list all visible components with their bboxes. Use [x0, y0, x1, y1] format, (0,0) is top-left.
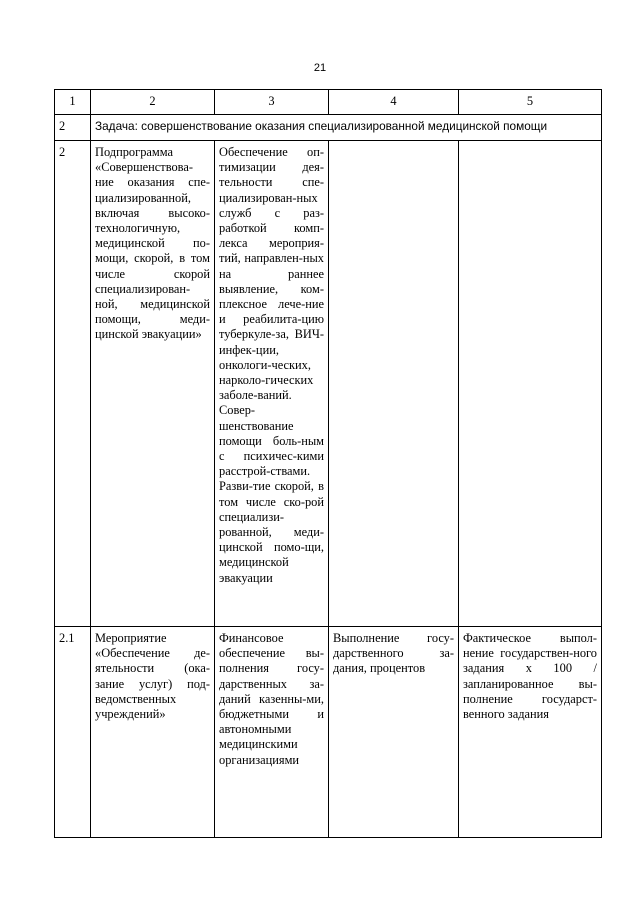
program-table	[54, 89, 602, 838]
task-description: Задача: совершенствование оказания специализированной медицинской помощи	[91, 115, 602, 141]
header-col-2: 2	[91, 90, 215, 115]
subprogram-row	[55, 141, 602, 627]
table-header-row	[55, 90, 602, 115]
task-row	[55, 115, 602, 141]
subprogram-row-number: 2	[55, 141, 91, 627]
subprogram-description: Обеспечение оп-тимизации дея-тельности спе-циализирован-ных служб с раз-работкой комп-лекса мероприя-тий, направлен-ных на раннее выявление, ком-плексное лече-ние и реабилита-цию туберкуле-за, ВИЧ-инфек-ции, онкологи-ческих, нарколо-гических заболе-ваний. Совер-шенствование помощи боль-ным с психичес-кими расстрой-ствами. Разви-тие скорой, в том числе ско-рой специализи-рованной, меди-цинской помо-щи, медицинской эвакуации	[215, 141, 329, 627]
activity-row	[55, 627, 602, 838]
task-row-number: 2	[55, 115, 91, 141]
subprogram-formula	[459, 141, 602, 627]
subprogram-indicator	[329, 141, 459, 627]
header-col-3: 3	[215, 90, 329, 115]
page-number: 21	[313, 62, 327, 74]
subprogram-name: Подпрограмма «Совершенствова-ние оказания спе-циализированной, включая высоко-технологичную, медицинской по-мощи, скорой, в том числе скорой специализирован-ной, медицинской помощи, меди-цинской эвакуации»	[91, 141, 215, 627]
activity-formula: Фактическое выпол-нение государствен-ного задания х 100 / запланированное вы-полнение государст-венного задания	[459, 627, 602, 838]
header-col-4: 4	[329, 90, 459, 115]
activity-row-number: 2.1	[55, 627, 91, 838]
activity-description: Финансовое обеспечение вы-полнения госу-дарственных за-даний казенны-ми, бюджетными и автономными медицинскими организациями	[215, 627, 329, 838]
activity-name: Мероприятие «Обеспечение де-ятельности (ока-зание услуг) под-ведомственных учреждений»	[91, 627, 215, 838]
header-col-1: 1	[55, 90, 91, 115]
activity-indicator: Выполнение госу-дарственного за-дания, процентов	[329, 627, 459, 838]
header-col-5: 5	[459, 90, 602, 115]
